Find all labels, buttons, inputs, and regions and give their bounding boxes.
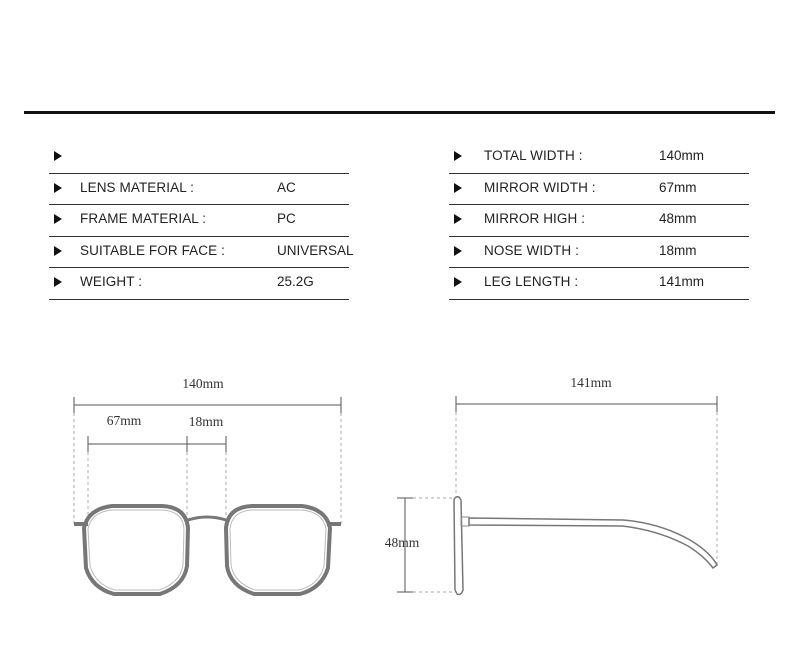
spec-value: PC xyxy=(277,211,296,226)
lens-width-label: 67mm xyxy=(106,413,142,428)
spec-label: LEG LENGTH : xyxy=(484,274,579,289)
right-lens-rim xyxy=(226,506,330,594)
front-view-diagram xyxy=(74,376,341,594)
spec-value: AC xyxy=(277,179,296,195)
right-lens-inner xyxy=(230,510,326,590)
spec-label: FRAME MATERIAL : xyxy=(80,211,207,226)
nose-bridge xyxy=(188,517,226,520)
spec-label: SUITABLE FOR FACE : xyxy=(80,242,225,258)
total-width-label: 140mm xyxy=(182,376,224,391)
temple-arm xyxy=(469,518,717,568)
left-lens-inner xyxy=(88,510,184,590)
lens-height-label: 48mm xyxy=(384,535,420,550)
spec-value: 48mm xyxy=(659,211,697,226)
leg-length-label: 141mm xyxy=(570,375,612,390)
left-lens-rim xyxy=(84,506,188,594)
spec-value: 18mm xyxy=(659,242,697,258)
spec-value: 140mm xyxy=(659,148,705,163)
spec-value: UNIVERSAL xyxy=(277,242,354,258)
spec-label: TOTAL WIDTH : xyxy=(484,148,583,163)
spec-label: MIRROR WIDTH : xyxy=(484,179,596,195)
spec-value: 25.2G xyxy=(277,274,314,289)
spec-value: 67mm xyxy=(659,179,697,195)
side-view-diagram xyxy=(385,375,717,595)
spec-label: LENS MATERIAL : xyxy=(80,179,195,195)
lens-side-profile xyxy=(454,497,463,595)
nose-width-label: 18mm xyxy=(188,414,224,429)
spec-label: MIRROR HIGH : xyxy=(484,211,586,226)
spec-value: 141mm xyxy=(659,274,705,289)
spec-label: NOSE WIDTH : xyxy=(484,242,579,258)
spec-label: WEIGHT : xyxy=(80,274,143,289)
